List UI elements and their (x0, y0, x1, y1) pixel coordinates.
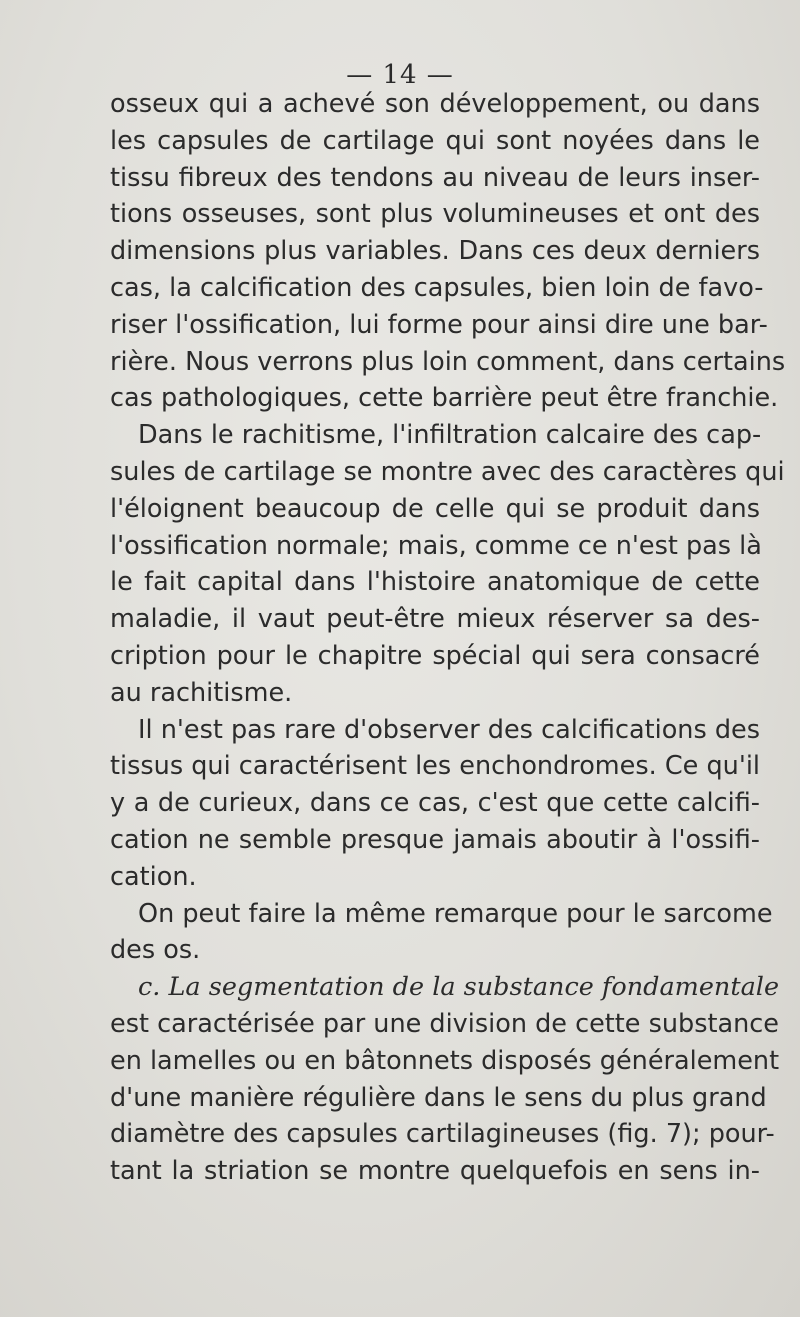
section-heading: La segmentation de la substance fondamentale (168, 972, 780, 1003)
text-line: cation. (110, 861, 197, 892)
text-line: en lamelles ou en bâtonnets disposés généralement (110, 1045, 780, 1076)
text-line: tant la striation se montre quelquefois en sens in- (110, 1156, 760, 1187)
section-heading-line (110, 969, 780, 1006)
text-line: le fait capital dans l'histoire anatomique de cette (110, 567, 760, 598)
text-line: Dans le rachitisme, l'infiltration calcaire des cap- (138, 420, 762, 451)
text-line: l'ossification normale; mais, comme ce n'est pas là (110, 530, 762, 561)
text-line: sules de cartilage se montre avec des caractères qui (110, 456, 785, 487)
text-block-continued (110, 1006, 780, 1190)
text-line: tissu fibreux des tendons au niveau de leurs inser- (110, 162, 760, 193)
page-number: — 14 — (346, 60, 454, 90)
text-line: maladie, il vaut peut-être mieux réserver sa des- (110, 604, 760, 635)
text-line: cription pour le chapitre spécial qui sera consacré (110, 640, 760, 671)
text-line: rière. Nous verrons plus loin comment, dans certains (110, 346, 786, 377)
text-line: tissus qui caractérisent les enchondromes. Ce qu'il (110, 751, 760, 782)
text-line: d'une manière régulière dans le sens du plus grand (110, 1082, 767, 1113)
text-line: osseux qui a achevé son développement, ou dans (110, 89, 760, 119)
text-line: dimensions plus variables. Dans ces deux derniers (110, 236, 760, 267)
text-line: cas pathologiques, cette barrière peut être franchie. (110, 383, 779, 414)
text-line: On peut faire la même remarque pour le sarcome (138, 898, 773, 929)
text-line: cation ne semble presque jamais aboutir à l'ossifi- (110, 824, 760, 855)
text-line: est caractérisée par une division de cette substance (110, 1008, 779, 1039)
text-line: les capsules de cartilage qui sont noyées dans le (110, 125, 760, 156)
text-line: des os. (110, 935, 201, 966)
text-line: tions osseuses, sont plus volumineuses et ont des (110, 199, 760, 230)
body-text (110, 86, 786, 1190)
text-line: cas, la calcification des capsules, bien loin de favo- (110, 272, 764, 303)
text-line: y a de curieux, dans ce cas, c'est que cette calcifi- (110, 788, 760, 819)
text-line: au rachitisme. (110, 677, 293, 708)
text-line: Il n'est pas rare d'observer des calcifications des (138, 714, 761, 745)
text-line: diamètre des capsules cartilagineuses (fig. 7); pour- (110, 1119, 775, 1150)
text-block-main (110, 86, 786, 969)
section-letter: c. (138, 972, 169, 1003)
text-line: riser l'ossification, lui forme pour ainsi dire une bar- (110, 309, 768, 340)
text-line: l'éloignent beaucoup de celle qui se produit dans (110, 493, 760, 524)
